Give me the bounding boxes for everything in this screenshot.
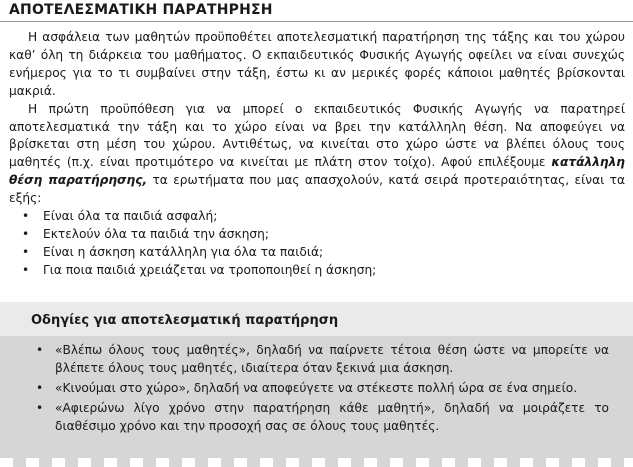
list-item: • «Βλέπω όλους τους μαθητές», δηλαδή να παίρνετε τέτοια θέση ώστε να μπορείτε να βλέπετε όλους τους μαθητές, ιδιαίτερα όταν ξεκινά μια άσκηση. — [24, 342, 609, 378]
paragraph-safety: Η ασφάλεια των μαθητών προϋποθέτει αποτελεσματική παρατήρηση της τάξης και του χώρου καθ’ όλη τη διάρκεια του μαθήματος. Ο εκπαιδευτικός Φυσικής Αγωγής οφείλει να είναι συνεχώς ενήμερος για το τι συμβαίνει στην τάξη, έστω κι αν μερικές φορές κάποιοι μαθητές βρίσκονται μακριά. — [9, 30, 625, 98]
guidelines-list — [24, 342, 609, 436]
paragraph-position-tail: τα ερωτήματα που μας απασχολούν, κατά σειρά προτεραιότητας, είναι τα εξής: — [9, 173, 625, 206]
list-item: • Είναι η άσκηση κατάλληλη για όλα τα παιδιά; — [9, 244, 625, 262]
list-item: • «Αφιερώνω λίγο χρόνο στην παρατήρηση κάθε μαθητή», δηλαδή να μοιράζετε το διαθέσιμο χρόνο και την προσοχή σας σε όλους τους μαθητές. — [24, 400, 609, 436]
paragraph-position — [9, 101, 625, 208]
guidelines-box — [0, 302, 633, 465]
list-item: • Εκτελούν όλα τα παιδιά την άσκηση; — [9, 226, 625, 244]
questions-list — [9, 208, 625, 280]
page-title: ΑΠΟΤΕΛΕΣΜΑΤΙΚΗ ΠΑΡΑΤΗΡΗΣΗ — [9, 2, 273, 18]
list-item: • Για ποια παιδιά χρειάζεται να τροποποιηθεί η άσκηση; — [9, 262, 625, 280]
title-divider — [0, 21, 633, 22]
guidelines-box-border — [0, 458, 633, 467]
list-item: • «Κινούμαι στο χώρο», δηλαδή να αποφεύγετε να στέκεστε πολλή ώρα σε ένα σημείο. — [24, 380, 609, 398]
paragraph-position-text: Η πρώτη προϋπόθεση για να μπορεί ο εκπαιδευτικός Φυσικής Αγωγής να παρατηρεί αποτελεσματικά την τάξη και το χώρο είναι να βρει την κατάλληλη θέση. Να αποφεύγει να βρίσκεται στη μέση του χώρου. Αντιθέτως, να κινείται στο χώρο ώστε να βλέπει όλους τους μαθητές (π.χ. είναι προτιμότερο να κινείται με πλάτη στον τοίχο). Αφού επιλέξουμε — [9, 101, 625, 170]
guidelines-title: Οδηγίες για αποτελεσματική παρατήρηση — [31, 313, 339, 328]
list-item: • Είναι όλα τα παιδιά ασφαλή; — [9, 208, 625, 226]
main-text — [9, 29, 625, 280]
guidelines-header — [0, 302, 633, 336]
emphasis-observation-position: κατάλληλη θέση παρατήρησης, — [9, 155, 625, 188]
